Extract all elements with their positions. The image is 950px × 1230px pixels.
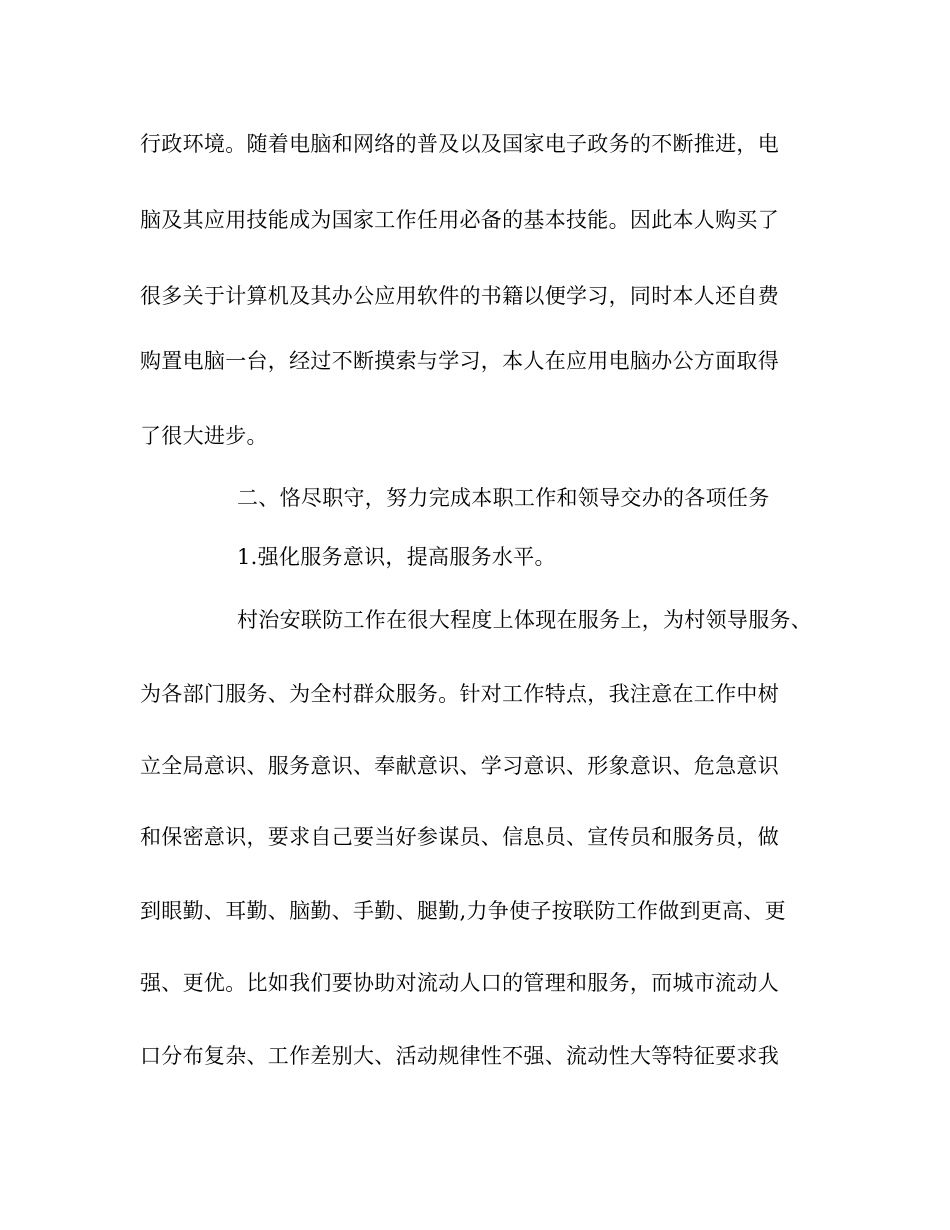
text-line: 立全局意识、服务意识、奉献意识、学习意识、形象意识、危急意识 xyxy=(140,754,779,778)
text-line: 和保密意识，要求自己要当好参谋员、信息员、宣传员和服务员，做 xyxy=(140,825,779,849)
text-line: 很多关于计算机及其办公应用软件的书籍以便学习，同时本人还自费 xyxy=(140,284,779,308)
text-line: 口分布复杂、工作差别大、活动规律性不强、流动性大等特征要求我 xyxy=(140,1044,779,1068)
text-line: 脑及其应用技能成为国家工作任用必备的基本技能。因此本人购买了 xyxy=(140,208,779,232)
text-line: 行政环境。随着电脑和网络的普及以及国家电子政务的不断推进，电 xyxy=(140,132,779,156)
paragraph-start-line: 村治安联防工作在很大程度上体现在服务上，为村领导服务、 xyxy=(237,608,813,632)
text-line: 为各部门服务、为全村群众服务。针对工作特点，我注意在工作中树 xyxy=(140,682,779,706)
section-heading: 二、恪尽职守，努力完成本职工作和领导交办的各项任务 xyxy=(237,486,770,510)
text-line: 了很大进步。 xyxy=(140,424,268,448)
text-line: 到眼勤、耳勤、脑勤、手勤、腿勤,力争使子按联防工作做到更高、更 xyxy=(140,899,786,923)
text-line: 强、更优。比如我们要协助对流动人口的管理和服务，而城市流动人 xyxy=(140,971,779,995)
subsection-heading: 1.强化服务意识，提高服务水平。 xyxy=(237,545,556,569)
text-line: 购置电脑一台，经过不断摸索与学习，本人在应用电脑办公方面取得 xyxy=(140,349,779,373)
